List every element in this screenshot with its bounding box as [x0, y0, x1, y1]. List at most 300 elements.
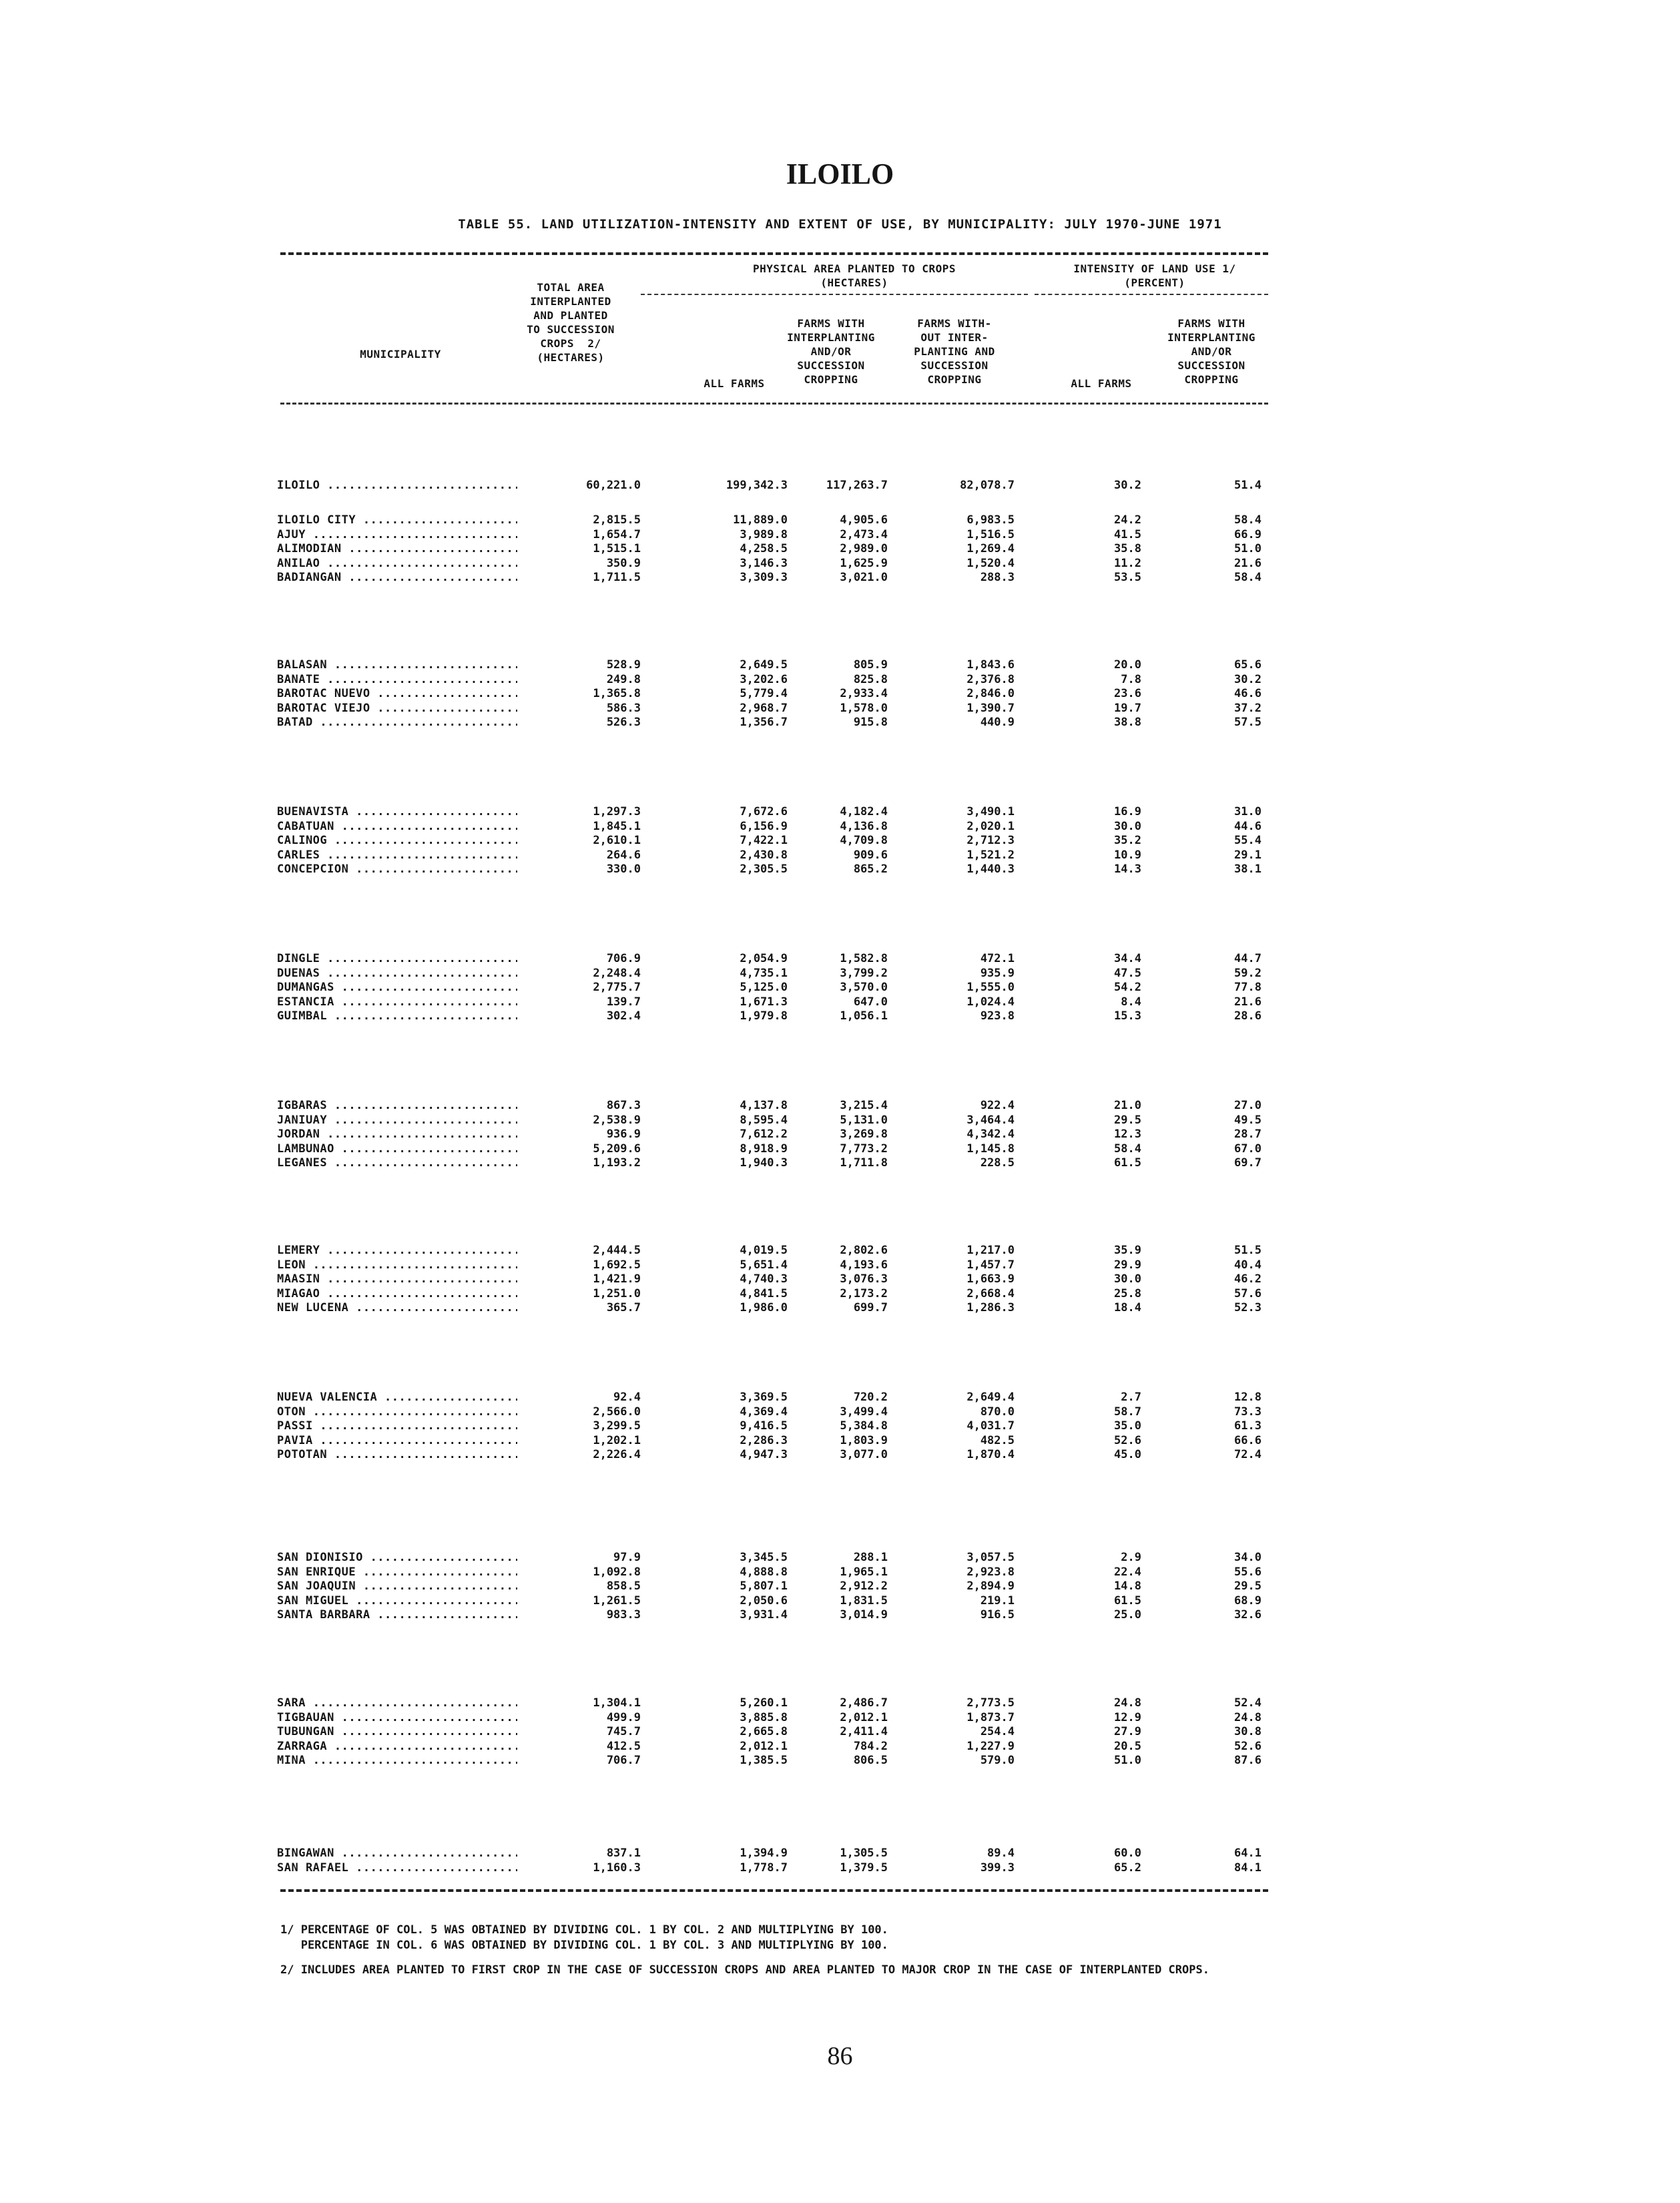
intensity-with-value: 77.8	[1234, 981, 1262, 994]
intensity-all-value: 8.4	[1121, 995, 1141, 1009]
table-row	[0, 1113, 1680, 1128]
all-farms-value: 3,369.5	[740, 1391, 788, 1404]
table-row	[0, 672, 1680, 687]
municipality-name: JANIUAY .....	[277, 1113, 517, 1128]
intensity-all-value: 61.5	[1114, 1594, 1141, 1608]
table-row	[0, 966, 1680, 981]
intensity-with-value: 87.6	[1234, 1754, 1262, 1767]
farms-with-value: 3,077.0	[840, 1448, 888, 1461]
municipality-name: BUENAVISTA .....	[277, 804, 517, 819]
municipality-name: TUBUNGAN .....	[277, 1724, 517, 1739]
total-area-value: 330.0	[606, 863, 641, 876]
all-farms-value: 2,430.8	[740, 848, 788, 862]
intensity-with-value: 28.7	[1234, 1128, 1262, 1141]
farms-without-value: 1,663.9	[966, 1272, 1015, 1286]
municipality-name: SAN DIONISIO .....	[277, 1550, 517, 1565]
all-farms-value: 4,137.8	[740, 1099, 788, 1112]
intensity-with-value: 46.6	[1234, 687, 1262, 700]
intensity-with-value: 12.8	[1234, 1391, 1262, 1404]
municipality-name: SAN MIGUEL .....	[277, 1594, 517, 1608]
farms-with-value: 1,056.1	[840, 1009, 888, 1023]
all-farms-value: 3,202.6	[740, 672, 788, 686]
municipality-name: JORDAN .....	[277, 1127, 517, 1142]
all-farms-value: 1,940.3	[740, 1156, 788, 1170]
all-farms-value: 7,422.1	[740, 834, 788, 847]
intensity-with-value: 29.5	[1234, 1579, 1262, 1593]
intensity-with-value: 52.3	[1234, 1301, 1262, 1314]
intensity-all-value: 20.5	[1114, 1739, 1141, 1753]
farms-without-value: 89.4	[987, 1847, 1015, 1860]
municipality-name: DINGLE .....	[277, 951, 517, 966]
table-row	[0, 686, 1680, 701]
all-farms-value: 2,050.6	[740, 1594, 788, 1608]
farms-with-value: 1,625.9	[840, 556, 888, 570]
intensity-with-value: 57.6	[1234, 1286, 1262, 1300]
municipality-name: SAN RAFAEL .....	[277, 1861, 517, 1875]
total-area-value: 586.3	[606, 701, 641, 715]
intensity-with-value: 57.5	[1234, 716, 1262, 729]
intensity-all-value: 54.2	[1114, 981, 1141, 994]
farms-without-value: 1,516.5	[966, 527, 1015, 541]
farms-without-value: 1,843.6	[966, 658, 1015, 672]
farms-with-value: 117,263.7	[826, 479, 888, 492]
farms-with-value: 2,411.4	[840, 1725, 888, 1738]
farms-with-value: 2,912.2	[840, 1579, 888, 1593]
total-area-value: 2,538.9	[593, 1113, 641, 1127]
farms-without-value: 1,024.4	[966, 995, 1015, 1009]
farms-with-value: 720.2	[853, 1391, 888, 1404]
intensity-with-value: 24.8	[1234, 1710, 1262, 1724]
intensity-with-value: 66.6	[1234, 1433, 1262, 1447]
total-area-value: 1,692.5	[593, 1258, 641, 1272]
all-farms-value: 2,665.8	[740, 1725, 788, 1738]
farms-with-value: 3,570.0	[840, 981, 888, 994]
total-area-value: 1,193.2	[593, 1156, 641, 1170]
all-farms-value: 7,672.6	[740, 805, 788, 818]
table-row	[0, 1286, 1680, 1301]
farms-without-value: 2,846.0	[966, 687, 1015, 700]
intensity-with-value: 44.7	[1234, 952, 1262, 965]
farms-without-value: 2,649.4	[966, 1391, 1015, 1404]
table-title: TABLE 55. LAND UTILIZATION-INTENSITY AND EXTENT OF USE, BY MUNICIPALITY: JULY 1970-JUNE 1971	[458, 217, 1222, 232]
table-row	[0, 1724, 1680, 1739]
farms-with-value: 806.5	[853, 1754, 888, 1767]
municipality-name: CARLES .....	[277, 848, 517, 863]
farms-with-value: 2,802.6	[840, 1244, 888, 1257]
all-farms-value: 1,778.7	[740, 1861, 788, 1875]
header-intensity: INTENSITY OF LAND USE 1/ (PERCENT)	[1073, 262, 1236, 289]
municipality-name: NEW LUCENA .....	[277, 1300, 517, 1315]
header-all-farms: ALL FARMS	[704, 377, 765, 390]
farms-with-value: 4,182.4	[840, 805, 888, 818]
header-physical-area: PHYSICAL AREA PLANTED TO CROPS (HECTARES)	[753, 262, 956, 289]
farms-with-value: 4,709.8	[840, 834, 888, 847]
farms-with-value: 1,711.8	[840, 1156, 888, 1170]
farms-without-value: 3,490.1	[966, 805, 1015, 818]
farms-without-value: 1,521.2	[966, 848, 1015, 862]
municipality-name: TIGBAUAN .....	[277, 1710, 517, 1725]
table-row	[0, 513, 1680, 527]
intensity-all-value: 29.5	[1114, 1113, 1141, 1127]
table-row	[0, 570, 1680, 585]
header-farms-with: FARMS WITH INTERPLANTING AND/OR SUCCESSION CROPPING	[787, 317, 875, 386]
total-area-value: 350.9	[606, 556, 641, 570]
total-area-value: 2,815.5	[593, 513, 641, 527]
intensity-with-value: 66.9	[1234, 527, 1262, 541]
table-row	[0, 1300, 1680, 1315]
intensity-all-value: 58.4	[1114, 1142, 1141, 1156]
table-row	[0, 1565, 1680, 1579]
total-area-value: 1,092.8	[593, 1565, 641, 1579]
intensity-all-value: 27.9	[1114, 1725, 1141, 1738]
farms-without-value: 1,227.9	[966, 1739, 1015, 1753]
municipality-name: SANTA BARBARA .....	[277, 1608, 517, 1622]
farms-with-value: 3,215.4	[840, 1099, 888, 1112]
total-area-value: 139.7	[606, 995, 641, 1009]
intensity-with-value: 21.6	[1234, 995, 1262, 1009]
all-farms-value: 1,385.5	[740, 1754, 788, 1767]
intensity-with-value: 46.2	[1234, 1272, 1262, 1286]
table-row	[0, 1156, 1680, 1170]
intensity-all-value: 18.4	[1114, 1301, 1141, 1314]
total-area-value: 2,248.4	[593, 966, 641, 980]
total-area-value: 1,261.5	[593, 1594, 641, 1608]
farms-without-value: 1,145.8	[966, 1142, 1015, 1156]
footnote-1-line-2: PERCENTAGE IN COL. 6 WAS OBTAINED BY DIVIDING COL. 1 BY COL. 3 AND MULTIPLYING BY 100.	[280, 1939, 888, 1952]
farms-with-value: 2,012.1	[840, 1710, 888, 1724]
intensity-with-value: 44.6	[1234, 819, 1262, 833]
municipality-name: BATAD .....	[277, 715, 517, 730]
farms-without-value: 2,923.8	[966, 1565, 1015, 1579]
table-row	[0, 980, 1680, 995]
all-farms-value: 5,260.1	[740, 1696, 788, 1710]
table-top-rule	[280, 252, 1268, 255]
municipality-name: ALIMODIAN .....	[277, 541, 517, 556]
all-farms-value: 4,888.8	[740, 1565, 788, 1579]
table-row	[0, 1608, 1680, 1622]
intensity-all-value: 12.3	[1114, 1128, 1141, 1141]
intensity-all-value: 22.4	[1114, 1565, 1141, 1579]
intensity-with-value: 30.8	[1234, 1725, 1262, 1738]
farms-without-value: 3,057.5	[966, 1551, 1015, 1564]
intensity-with-value: 51.0	[1234, 542, 1262, 555]
all-farms-value: 4,740.3	[740, 1272, 788, 1286]
all-farms-value: 4,841.5	[740, 1286, 788, 1300]
total-area-value: 745.7	[606, 1725, 641, 1738]
intensity-with-value: 58.4	[1234, 513, 1262, 527]
table-row	[0, 1272, 1680, 1286]
intensity-with-value: 73.3	[1234, 1405, 1262, 1419]
farms-with-value: 2,933.4	[840, 687, 888, 700]
farms-with-value: 699.7	[853, 1301, 888, 1314]
total-area-value: 60,221.0	[586, 479, 641, 492]
intensity-with-value: 55.6	[1234, 1565, 1262, 1579]
intensity-all-value: 35.0	[1114, 1419, 1141, 1433]
all-farms-value: 4,369.4	[740, 1405, 788, 1419]
intensity-all-value: 15.3	[1114, 1009, 1141, 1023]
total-area-value: 858.5	[606, 1579, 641, 1593]
intensity-with-value: 32.6	[1234, 1608, 1262, 1622]
intensity-all-value: 29.9	[1114, 1258, 1141, 1272]
farms-with-value: 805.9	[853, 658, 888, 672]
farms-without-value: 1,286.3	[966, 1301, 1015, 1314]
farms-without-value: 3,464.4	[966, 1113, 1015, 1127]
table-row	[0, 715, 1680, 730]
all-farms-value: 2,286.3	[740, 1433, 788, 1447]
farms-with-value: 3,076.3	[840, 1272, 888, 1286]
municipality-name: LEGANES .....	[277, 1156, 517, 1170]
intensity-all-value: 14.8	[1114, 1579, 1141, 1593]
municipality-name: BINGAWAN .....	[277, 1846, 517, 1861]
farms-with-value: 1,803.9	[840, 1433, 888, 1447]
intensity-with-value: 27.0	[1234, 1099, 1262, 1112]
all-farms-value: 1,394.9	[740, 1847, 788, 1860]
total-area-value: 249.8	[606, 672, 641, 686]
intensity-all-value: 14.3	[1114, 863, 1141, 876]
all-farms-value: 4,019.5	[740, 1244, 788, 1257]
municipality-name: LEON .....	[277, 1258, 517, 1272]
farms-without-value: 399.3	[980, 1861, 1015, 1875]
table-row	[0, 1009, 1680, 1023]
all-farms-value: 5,779.4	[740, 687, 788, 700]
farms-with-value: 2,173.2	[840, 1286, 888, 1300]
municipality-name: BANATE .....	[277, 672, 517, 687]
intensity-with-value: 21.6	[1234, 556, 1262, 570]
municipality-name: PAVIA .....	[277, 1433, 517, 1448]
farms-with-value: 1,379.5	[840, 1861, 888, 1875]
municipality-name: MINA .....	[277, 1753, 517, 1768]
intensity-all-value: 25.0	[1114, 1608, 1141, 1622]
all-farms-value: 8,918.9	[740, 1142, 788, 1156]
total-area-value: 936.9	[606, 1128, 641, 1141]
intensity-with-value: 52.4	[1234, 1696, 1262, 1710]
farms-without-value: 4,031.7	[966, 1419, 1015, 1433]
total-area-value: 1,711.5	[593, 571, 641, 584]
intensity-all-value: 51.0	[1114, 1754, 1141, 1767]
farms-with-value: 915.8	[853, 716, 888, 729]
municipality-name: DUENAS .....	[277, 966, 517, 981]
table-row	[0, 1579, 1680, 1594]
total-area-value: 1,304.1	[593, 1696, 641, 1710]
table-row	[0, 1447, 1680, 1462]
table-row	[0, 1142, 1680, 1156]
table-row	[0, 1405, 1680, 1419]
intensity-with-value: 52.6	[1234, 1739, 1262, 1753]
intensity-with-value: 55.4	[1234, 834, 1262, 847]
table-row	[0, 1098, 1680, 1113]
table-row	[0, 1594, 1680, 1608]
municipality-name: ILOILO .....	[277, 478, 517, 493]
farms-with-value: 7,773.2	[840, 1142, 888, 1156]
intensity-all-value: 16.9	[1114, 805, 1141, 818]
municipality-name: CABATUAN .....	[277, 819, 517, 834]
municipality-name: PASSI .....	[277, 1419, 517, 1433]
all-farms-value: 4,947.3	[740, 1448, 788, 1461]
header-total-area: TOTAL AREA INTERPLANTED AND PLANTED TO SUCCESSION CROPS 2/ (HECTARES)	[527, 281, 615, 364]
all-farms-value: 2,305.5	[740, 863, 788, 876]
farms-with-value: 2,486.7	[840, 1696, 888, 1710]
intensity-all-value: 35.9	[1114, 1244, 1141, 1257]
total-area-value: 1,845.1	[593, 819, 641, 833]
intensity-all-value: 47.5	[1114, 966, 1141, 980]
intensity-with-value: 69.7	[1234, 1156, 1262, 1170]
intensity-with-value: 37.2	[1234, 701, 1262, 715]
farms-without-value: 1,269.4	[966, 542, 1015, 555]
farms-with-value: 1,582.8	[840, 952, 888, 965]
farms-with-value: 288.1	[853, 1551, 888, 1564]
all-farms-value: 2,054.9	[740, 952, 788, 965]
total-area-value: 2,610.1	[593, 834, 641, 847]
all-farms-value: 11,889.0	[733, 513, 788, 527]
municipality-name: DUMANGAS .....	[277, 980, 517, 995]
table-row	[0, 819, 1680, 834]
intensity-all-value: 19.7	[1114, 701, 1141, 715]
total-area-value: 1,297.3	[593, 805, 641, 818]
table-row	[0, 995, 1680, 1009]
total-area-value: 412.5	[606, 1739, 641, 1753]
total-area-value: 1,202.1	[593, 1433, 641, 1447]
farms-with-value: 2,473.4	[840, 527, 888, 541]
all-farms-value: 6,156.9	[740, 819, 788, 833]
intensity-with-value: 40.4	[1234, 1258, 1262, 1272]
farms-with-value: 1,965.1	[840, 1565, 888, 1579]
intensity-all-value: 11.2	[1114, 556, 1141, 570]
total-area-value: 97.9	[613, 1551, 641, 1564]
all-farms-value: 199,342.3	[726, 479, 788, 492]
total-area-value: 2,444.5	[593, 1244, 641, 1257]
farms-without-value: 2,020.1	[966, 819, 1015, 833]
all-farms-value: 3,885.8	[740, 1710, 788, 1724]
farms-with-value: 5,384.8	[840, 1419, 888, 1433]
farms-with-value: 1,578.0	[840, 701, 888, 715]
municipality-name: ANILAO .....	[277, 556, 517, 571]
footnote-1-line-1: 1/ PERCENTAGE OF COL. 5 WAS OBTAINED BY DIVIDING COL. 1 BY COL. 2 AND MULTIPLYING BY 100.	[280, 1923, 888, 1937]
farms-with-value: 4,193.6	[840, 1258, 888, 1272]
farms-with-value: 3,499.4	[840, 1405, 888, 1419]
intensity-all-value: 45.0	[1114, 1448, 1141, 1461]
all-farms-value: 2,649.5	[740, 658, 788, 672]
intensity-with-value: 64.1	[1234, 1847, 1262, 1860]
municipality-name: BAROTAC NUEVO .....	[277, 686, 517, 701]
municipality-name: ESTANCIA .....	[277, 995, 517, 1009]
farms-without-value: 219.1	[980, 1594, 1015, 1608]
header-intensity-all-farms: ALL FARMS	[1071, 377, 1132, 390]
intensity-all-value: 38.8	[1114, 716, 1141, 729]
total-area-value: 526.3	[606, 716, 641, 729]
all-farms-value: 3,345.5	[740, 1551, 788, 1564]
farms-without-value: 935.9	[980, 966, 1015, 980]
total-row	[0, 478, 1680, 493]
farms-without-value: 2,712.3	[966, 834, 1015, 847]
intensity-all-value: 35.8	[1114, 542, 1141, 555]
table-row	[0, 1753, 1680, 1768]
intensity-all-value: 58.7	[1114, 1405, 1141, 1419]
farms-without-value: 472.1	[980, 952, 1015, 965]
farms-without-value: 1,217.0	[966, 1244, 1015, 1257]
intensity-all-value: 23.6	[1114, 687, 1141, 700]
farms-with-value: 865.2	[853, 863, 888, 876]
table-row	[0, 1550, 1680, 1565]
intensity-all-value: 65.2	[1114, 1861, 1141, 1875]
table-row	[0, 527, 1680, 542]
farms-with-value: 3,014.9	[840, 1608, 888, 1622]
all-farms-value: 2,968.7	[740, 701, 788, 715]
table-row	[0, 1739, 1680, 1754]
municipality-name: IGBARAS .....	[277, 1098, 517, 1113]
intensity-all-value: 30.0	[1114, 819, 1141, 833]
total-area-value: 2,775.7	[593, 981, 641, 994]
municipality-name: SARA .....	[277, 1696, 517, 1710]
farms-without-value: 228.5	[980, 1156, 1015, 1170]
municipality-name: LEMERY .....	[277, 1243, 517, 1258]
all-farms-value: 4,258.5	[740, 542, 788, 555]
intensity-all-value: 60.0	[1114, 1847, 1141, 1860]
intensity-with-value: 30.2	[1234, 672, 1262, 686]
municipality-name: GUIMBAL .....	[277, 1009, 517, 1023]
table-row	[0, 848, 1680, 863]
farms-with-value: 2,989.0	[840, 542, 888, 555]
table-bottom-rule	[280, 1889, 1268, 1892]
table-row	[0, 1696, 1680, 1710]
table-row	[0, 658, 1680, 672]
table-row	[0, 833, 1680, 848]
total-area-value: 3,299.5	[593, 1419, 641, 1433]
farms-without-value: 288.3	[980, 571, 1015, 584]
intensity-with-value: 67.0	[1234, 1142, 1262, 1156]
table-row	[0, 804, 1680, 819]
table-row	[0, 951, 1680, 966]
farms-with-value: 825.8	[853, 672, 888, 686]
intensity-all-value: 24.2	[1114, 513, 1141, 527]
intensity-all-value: 24.8	[1114, 1696, 1141, 1710]
total-area-value: 837.1	[606, 1847, 641, 1860]
all-farms-value: 1,356.7	[740, 716, 788, 729]
farms-without-value: 1,555.0	[966, 981, 1015, 994]
all-farms-value: 4,735.1	[740, 966, 788, 980]
farms-without-value: 2,894.9	[966, 1579, 1015, 1593]
header-farms-without: FARMS WITH- OUT INTER- PLANTING AND SUCCESSION CROPPING	[914, 317, 995, 386]
header-intensity-rule	[1035, 294, 1268, 295]
intensity-all-value: 35.2	[1114, 834, 1141, 847]
municipality-name: MAASIN .....	[277, 1272, 517, 1286]
page-number: 86	[827, 2042, 853, 2070]
municipality-name: CONCEPCION .....	[277, 862, 517, 877]
total-area-value: 1,421.9	[593, 1272, 641, 1286]
municipality-name: SAN JOAQUIN .....	[277, 1579, 517, 1594]
total-area-value: 1,251.0	[593, 1286, 641, 1300]
farms-without-value: 2,773.5	[966, 1696, 1015, 1710]
intensity-with-value: 49.5	[1234, 1113, 1262, 1127]
total-area-value: 1,365.8	[593, 687, 641, 700]
farms-with-value: 5,131.0	[840, 1113, 888, 1127]
farms-without-value: 1,390.7	[966, 701, 1015, 715]
table-row	[0, 1258, 1680, 1272]
intensity-all-value: 7.8	[1121, 672, 1141, 686]
total-area-value: 5,209.6	[593, 1142, 641, 1156]
farms-with-value: 3,021.0	[840, 571, 888, 584]
total-area-value: 499.9	[606, 1710, 641, 1724]
farms-without-value: 2,376.8	[966, 672, 1015, 686]
table-row	[0, 1390, 1680, 1405]
intensity-all-value: 20.0	[1114, 658, 1141, 672]
municipality-name: SAN ENRIQUE .....	[277, 1565, 517, 1579]
table-row	[0, 1861, 1680, 1875]
farms-with-value: 1,305.5	[840, 1847, 888, 1860]
intensity-all-value: 2.9	[1121, 1551, 1141, 1564]
total-area-value: 264.6	[606, 848, 641, 862]
table-row	[0, 541, 1680, 556]
all-farms-value: 1,979.8	[740, 1009, 788, 1023]
